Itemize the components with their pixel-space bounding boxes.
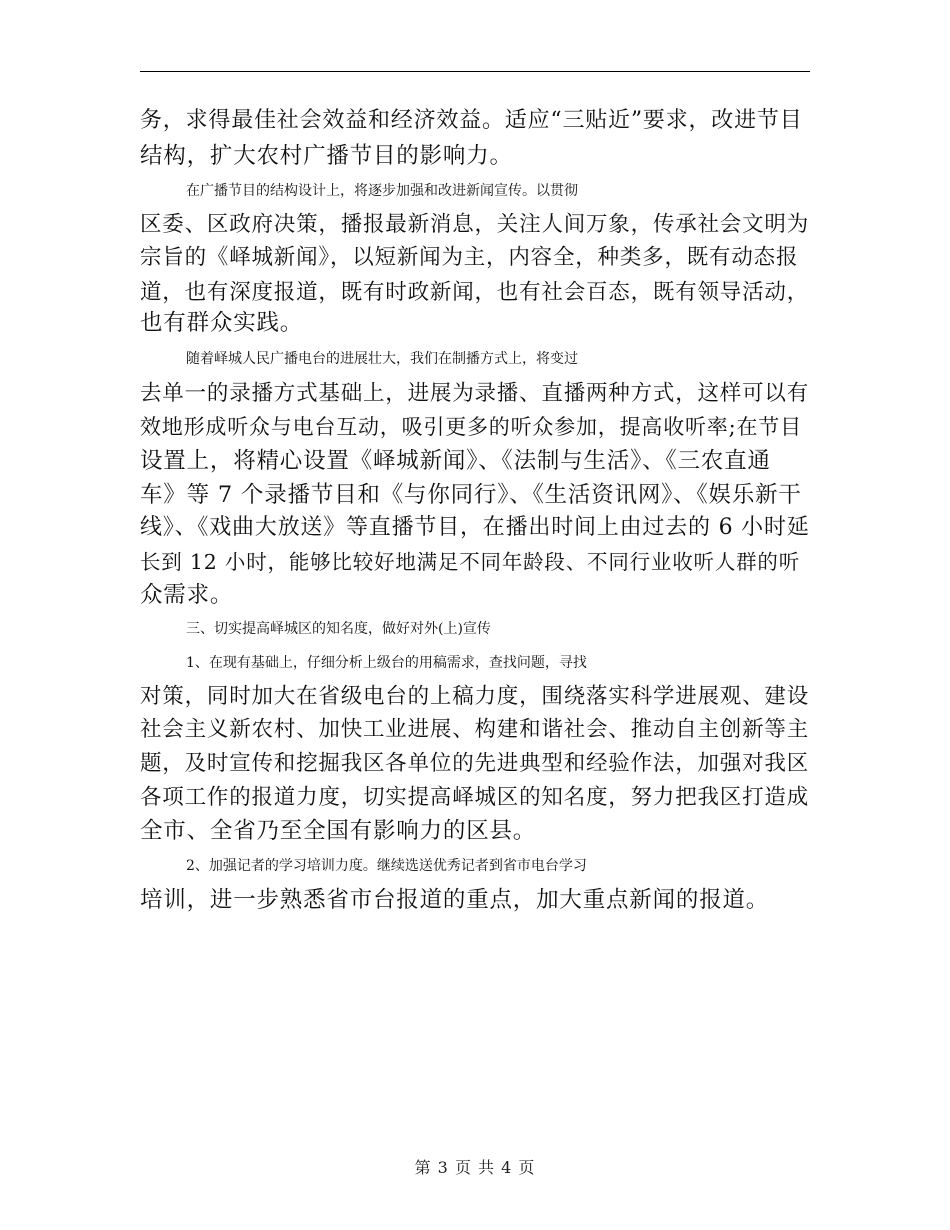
- paragraph-start: 2、加强记者的学习培训力度。继续选送优秀记者到省市电台学习: [186, 858, 587, 874]
- paragraph-start: 1、在现有基础上，仔细分析上级台的用稿需求，查找问题，寻找: [186, 655, 587, 671]
- paragraph-start: 随着峄城人民广播电台的进展壮大，我们在制播方式上，将变过: [186, 351, 578, 367]
- text-line: 题，及时宣传和挖掘我区各单位的先进典型和经验作法，加强对我区: [140, 751, 810, 776]
- text-line: 各项工作的报道力度，切实提高峄城区的知名度，努力把我区打造成: [140, 785, 810, 810]
- text-line: 设置上，将精心设置《峄城新闻》、《法制与生活》、《三农直通: [140, 448, 771, 474]
- text-line: 全市、全省乃至全国有影响力的区县。: [140, 818, 537, 844]
- text-line: 社会主义新农村、加快工业进展、构建和谐社会、推动自主创新等主: [140, 717, 810, 742]
- page-number: 第 3 页 共 4 页: [414, 1158, 536, 1177]
- text-line: 去单一的录播方式基础上，进展为录播、直播两种方式，这样可以有: [140, 381, 810, 406]
- paragraph-start: 在广播节目的结构设计上，将逐步加强和改进新闻宣传。以贯彻: [186, 183, 578, 199]
- text-line: 务，求得最佳社会效益和经济效益。适应“三贴近”要求，改进节目: [140, 108, 803, 133]
- text-line: 众需求。: [140, 582, 234, 608]
- text-line: 也有群众实践。: [140, 310, 304, 336]
- text-line: 道，也有深度报道，既有时政新闻，也有社会百态，既有领导活动，: [140, 280, 810, 305]
- text-line: 区委、区政府决策，播报最新消息，关注人间万象，传承社会文明为: [140, 212, 810, 237]
- text-line: 结构，扩大农村广播节目的影响力。: [140, 143, 513, 169]
- text-line: 车》等 7 个录播节目和《与你同行》、《生活资讯网》、《娱乐新干: [140, 482, 802, 508]
- section-heading: 三、切实提高峄城区的知名度，做好对外(上)宣传: [186, 621, 491, 637]
- text-line: 宗旨的《峄城新闻》，以短新闻为主，内容全，种类多，既有动态报: [140, 245, 799, 270]
- text-line: 线》、《戏曲大放送》等直播节目，在播出时间上由过去的 6 小时延: [140, 515, 810, 540]
- text-line: 对策，同时加大在省级电台的上稿力度，围绕落实科学进展观、建设: [140, 684, 810, 709]
- text-line: 培训，进一步熟悉省市台报道的重点，加大重点新闻的报道。: [140, 887, 770, 913]
- text-line: 长到 12 小时，能够比较好地满足不同年龄段、不同行业收听人群的听: [140, 550, 801, 574]
- text-line: 效地形成听众与电台互动，吸引更多的听众参加，提高收听率;在节目: [140, 415, 802, 439]
- header-rule: [140, 71, 810, 72]
